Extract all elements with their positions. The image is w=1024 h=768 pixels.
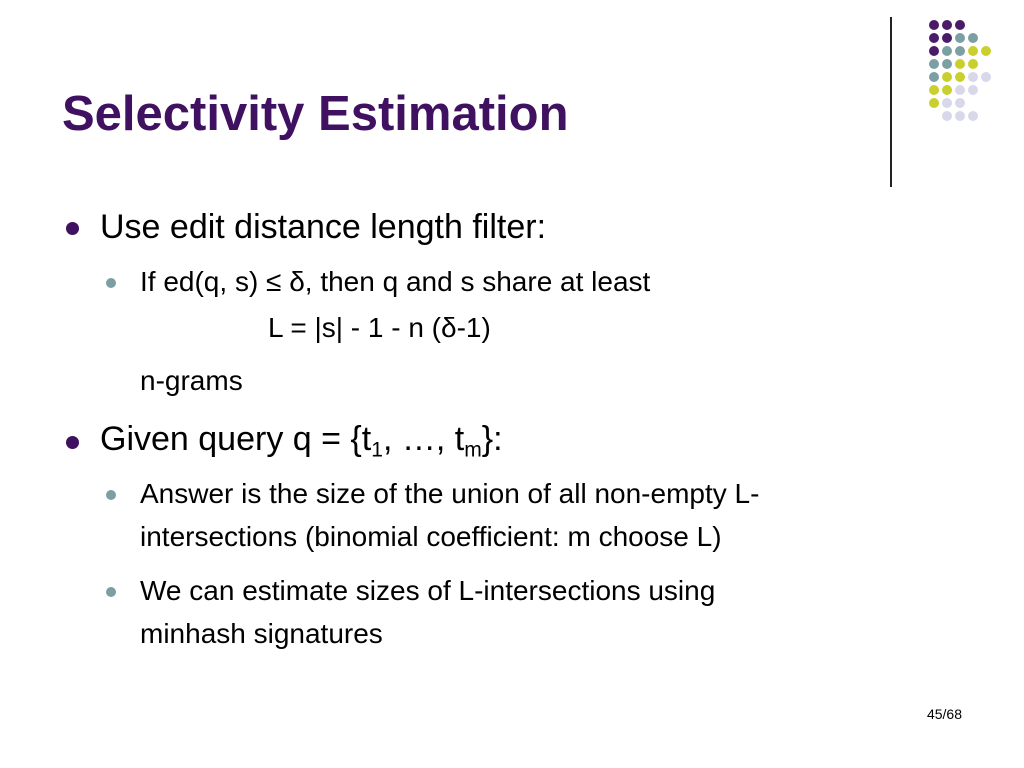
bullet-text: Use edit distance length filter: (100, 208, 547, 246)
dot (929, 98, 939, 108)
sub-bullet-text: Answer is the size of the union of all non-empty L- (140, 478, 760, 509)
subscript-1: 1 (371, 438, 383, 462)
vertical-divider (890, 17, 892, 187)
query-mid: , …, t (382, 420, 465, 458)
dot (942, 33, 952, 43)
dot (942, 46, 952, 56)
dot (968, 111, 978, 121)
sub-bullet-dot (106, 587, 116, 597)
dot (968, 85, 978, 95)
sub-bullet-text: minhash signatures (140, 618, 383, 649)
dot (981, 46, 991, 56)
dot (929, 59, 939, 69)
subscript-m: m (464, 438, 482, 462)
sub-bullet-text: If ed(q, s) ≤ δ, then q and s share at least (140, 266, 651, 297)
dot (955, 46, 965, 56)
dot (942, 72, 952, 82)
dot (942, 20, 952, 30)
dot (929, 33, 939, 43)
formula-line: L = |s| - 1 - n (δ-1) (268, 312, 491, 343)
sub-bullet-text: We can estimate sizes of L-intersections using (140, 575, 716, 606)
dot (968, 33, 978, 43)
dot (929, 85, 939, 95)
bullet-dot (66, 222, 79, 235)
dot (968, 46, 978, 56)
dot (942, 85, 952, 95)
dot (955, 98, 965, 108)
dot (942, 98, 952, 108)
page-number: 45/68 (926, 706, 962, 722)
sub-bullet-dot (106, 490, 116, 500)
dot (942, 111, 952, 121)
dot (968, 59, 978, 69)
bullet-text (100, 420, 503, 462)
bullet-dot (66, 436, 79, 449)
dot (929, 20, 939, 30)
query-prefix: Given query q = {t (100, 420, 372, 458)
dot (955, 72, 965, 82)
dot (955, 33, 965, 43)
dot (929, 46, 939, 56)
dot (955, 20, 965, 30)
dot (942, 59, 952, 69)
sub-bullet-dot (106, 278, 116, 288)
dot (955, 111, 965, 121)
slide-title: Selectivity Estimation (62, 87, 569, 141)
dot (955, 59, 965, 69)
sub-bullet-text: intersections (binomial coefficient: m choose L) (140, 521, 722, 552)
sub-bullet-text: n-grams (140, 365, 243, 396)
dot (929, 72, 939, 82)
dot (955, 85, 965, 95)
dot (981, 72, 991, 82)
query-suffix: }: (481, 420, 503, 458)
dot (968, 72, 978, 82)
